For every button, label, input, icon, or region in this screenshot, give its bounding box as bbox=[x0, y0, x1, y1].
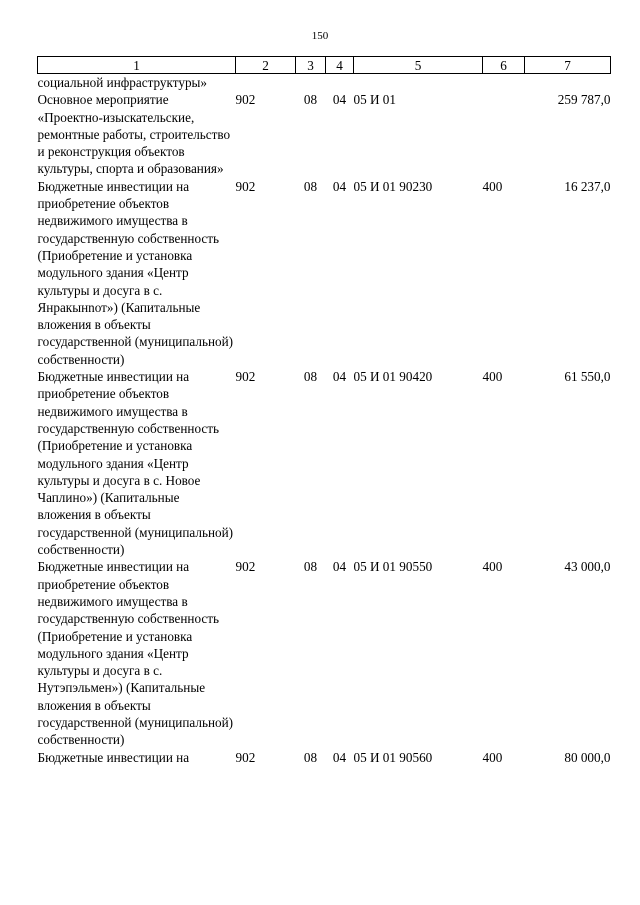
table-row bbox=[38, 74, 611, 92]
row-ministry: 902 bbox=[235, 559, 256, 575]
row-expense-type bbox=[483, 91, 525, 177]
header-col-7: 7 bbox=[525, 57, 611, 74]
row-ministry: 902 bbox=[235, 749, 256, 765]
row-amount: 43 000,0 bbox=[564, 559, 611, 575]
row-name: Бюджетные инвестиции на bbox=[37, 749, 190, 765]
row-section: 08 bbox=[303, 559, 318, 575]
row-target-code: 05 И 01 bbox=[353, 92, 396, 108]
header-col-1: 1 bbox=[38, 57, 236, 74]
row-amount: 16 237,0 bbox=[564, 178, 611, 194]
header-col-6: 6 bbox=[483, 57, 525, 74]
row-ministry bbox=[236, 74, 296, 92]
table-row bbox=[38, 178, 611, 368]
row-subsection: 04 bbox=[332, 369, 347, 385]
row-target-code: 05 И 01 90560 bbox=[353, 749, 433, 765]
row-amount: 259 787,0 bbox=[557, 92, 611, 108]
row-amount: 80 000,0 bbox=[564, 749, 611, 765]
row-ministry: 902 bbox=[235, 369, 256, 385]
row-amount: 61 550,0 bbox=[564, 369, 611, 385]
row-name: социальной инфраструктуры» bbox=[37, 75, 207, 90]
row-ministry: 902 bbox=[235, 92, 256, 108]
row-section: 08 bbox=[303, 369, 318, 385]
row-expense-type bbox=[483, 74, 525, 92]
row-target-code bbox=[354, 74, 483, 92]
row-subsection: 04 bbox=[332, 559, 347, 575]
row-subsection: 04 bbox=[332, 92, 347, 108]
row-target-code: 05 И 01 90230 bbox=[353, 178, 433, 194]
row-expense-type: 400 bbox=[482, 559, 503, 575]
row-expense-type: 400 bbox=[482, 369, 503, 385]
row-name: Бюджетные инвестиции на приобретение объектов недвижимого имущества в государственную собственность (Приобретение и установка модульного здания «Центр культуры и досуга в с. Нутэпэльмен») (Капитальные вложения в объекты государственной (муниципальной) собственности) bbox=[37, 559, 234, 748]
row-ministry: 902 bbox=[235, 178, 256, 194]
page-number: 150 bbox=[311, 30, 329, 42]
budget-table bbox=[37, 56, 611, 766]
table-row bbox=[38, 558, 611, 748]
row-amount bbox=[525, 74, 611, 92]
table-row bbox=[38, 91, 611, 177]
row-subsection: 04 bbox=[332, 749, 347, 765]
row-target-code: 05 И 01 90550 bbox=[353, 559, 433, 575]
row-subsection bbox=[326, 74, 354, 92]
table-row bbox=[38, 368, 611, 558]
header-col-2: 2 bbox=[236, 57, 296, 74]
table-row bbox=[38, 749, 611, 766]
header-col-4: 4 bbox=[326, 57, 354, 74]
row-section: 08 bbox=[303, 749, 318, 765]
row-expense-type: 400 bbox=[482, 749, 503, 765]
row-section: 08 bbox=[303, 178, 318, 194]
row-expense-type: 400 bbox=[482, 178, 503, 194]
row-name: Бюджетные инвестиции на приобретение объектов недвижимого имущества в государственную собственность (Приобретение и установка модульного здания «Центр культуры и досуга в с. Янракынnот») (Капитальные вложения в объекты государственной (муниципальной) собственности) bbox=[37, 178, 234, 367]
row-section bbox=[296, 74, 326, 92]
row-name: Основное мероприятие «Проектно-изыскательские, ремонтные работы, строительство и реконструкция объектов культуры, спорта и образования» bbox=[37, 92, 231, 177]
row-subsection: 04 bbox=[332, 178, 347, 194]
row-name: Бюджетные инвестиции на приобретение объектов недвижимого имущества в государственную собственность (Приобретение и установка модульного здания «Центр культуры и досуга в с. Новое Чаплино») (Капитальные вложения в объекты государственной (муниципальной) собственности) bbox=[37, 369, 234, 558]
header-row bbox=[38, 57, 611, 74]
row-target-code: 05 И 01 90420 bbox=[353, 369, 433, 385]
header-col-3: 3 bbox=[296, 57, 326, 74]
header-col-5: 5 bbox=[354, 57, 483, 74]
row-section: 08 bbox=[303, 92, 318, 108]
